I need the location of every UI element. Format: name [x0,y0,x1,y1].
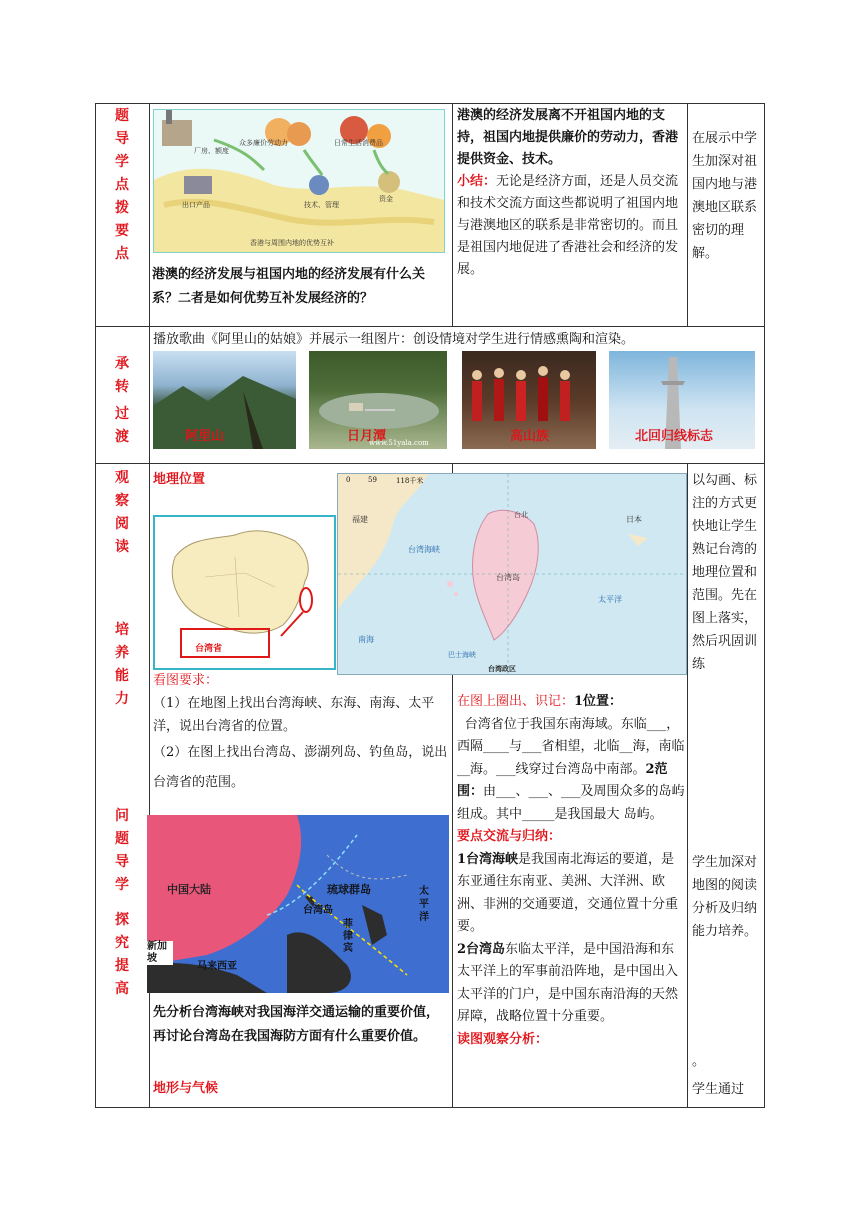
map-label-export: 出口产品 [182,201,210,209]
sea-map-singapore: 新加坡 [147,941,173,965]
map-label-labor: 众多廉价劳动力 [239,139,288,147]
map-strait: 台湾海峡 [408,545,440,554]
row-divider-2 [95,463,765,464]
read-map-title: 读图观察分析： [457,1031,549,1047]
answer-text: 港澳的经济发展离不开祖国内地的支持，祖国内地提供廉价的劳动力，香港提供资金、技术。 [457,108,679,167]
map-label-tech: 技术、管理 [304,201,339,209]
sea-map-malaysia: 马来西亚 [197,961,237,972]
key1-text: 是我国南北海运的要道，是东亚通往东南亚、美洲、大洋洲、欧洲、非洲的交通要道，交通位置十分重要。 [457,851,679,934]
map-caption: 香港与周围内地的优势互补 [250,239,334,247]
sea-route-map [147,815,449,993]
requirement-1: （1）在地图上找出台湾海峡、东海、南海、太平洋，说出台湾省的位置。 [153,696,435,734]
photo-gaoshan [462,351,596,449]
scale-0: 0 [346,476,351,484]
photo-caption-sunmoonlake: 日月潭 [347,429,387,444]
row1-question: 港澳的经济发展与祖国内地的经济发展有什么关系？二者是如何优势互补发展经济的？ [152,267,426,306]
row3-note-1: 以勾画、标注的方式更快地让学生熟记台湾的地理位置和范围。先在图上落实，然后巩固训练 [692,473,758,672]
position-text: 台湾省位于我国东南海域。东临___，西隔____与___省相望，北临__海，南临__海。___线穿过台湾岛中南部。 [457,716,685,777]
china-map-taiwan-label: 台湾省 [195,644,223,654]
map-bashi: 巴士海峡 [448,651,476,659]
terrain-climate-title: 地形与气候 [153,1081,219,1096]
row2-label: 承 转 过 渡 [115,356,129,445]
range-text: 由___、___、___及周围众多的岛屿组成。其中_____是我国最大 岛屿。 [457,784,685,822]
taiwan-admin-map [337,473,687,675]
map-label-factory: 厂房、额度 [194,147,229,155]
photo-sun-moon-lake [309,351,447,449]
map-label-capital: 资金 [379,195,393,203]
table-border-top [95,103,765,104]
row3-label: 观 察 阅 读 培 养 能 力 问 题 导 学 探 究 提 高 [115,470,129,997]
scale-59: 59 [368,476,377,484]
requirements-title: 看图要求： [153,673,219,688]
map-taiwan-island: 台湾岛 [496,573,520,582]
table-border-bottom [95,1107,765,1108]
taiwan-map-title: 台湾政区 [488,664,516,673]
position-label: 1位置： [574,694,623,709]
sea-map-philippines: 菲律宾 [343,919,353,954]
china-map [153,515,336,670]
row3-note-2: 学生加深对地图的阅读分析及归纳能力培养。 [692,855,758,939]
hk-map-svg [154,110,444,252]
photo-caption-tropic: 北回归线标志 [635,429,714,444]
requirement-2: （2）在图上找出台湾岛、澎湖列岛、钓鱼岛，说出台湾省的范围。 [153,745,448,790]
summary-label: 小结： [457,174,497,189]
sea-map-pacific: 太平洋 [419,886,429,923]
circle-label: 在图上圈出、识记： [457,694,575,709]
map-requirements [153,669,449,798]
map-fujian: 福建 [352,515,368,524]
summary-text: 无论是经济方面，还是人员交流和技术交流方面这些都说明了祖国内地与港澳地区的联系是非常密切的。而且是祖国内地促进了香港社会和经济的发展。 [457,174,679,277]
photo-caption-alishan: 阿里山 [185,429,225,444]
discussion-prompt: 先分析台湾海峡对我国海洋交通运输的重要价值，再讨论台湾岛在我国海防方面有什么重要价值。 [153,1005,440,1044]
map-label-goods: 日常生活消费品 [334,139,383,147]
key-points-title: 要点交流与归纳： [457,829,562,844]
column-divider-3b [687,463,688,1108]
range-label: 2范围： [457,761,668,799]
row-divider-1 [95,326,765,327]
row3-note-3: 。 [692,1054,706,1069]
lesson-plan-table [95,103,765,1108]
photo-caption-gaoshan: 高山族 [510,429,550,444]
position-range-fill-in [457,691,685,1051]
row1-label: 题 导 学 点 拨 要 点 [115,108,129,262]
key2-label: 2台湾岛 [457,941,506,957]
column-divider-2a [452,103,453,326]
photo-watermark: www.51yala.com [369,439,429,447]
row3-note-4: 学生通过 [692,1082,745,1097]
photo-alishan [153,351,296,449]
hk-mainland-complement-illustration [153,109,445,253]
key2-text: 东临太平洋，是中国沿海和东太平洋上的军事前沿阵地，是中国出入太平洋的门户，是中国东南沿海的天然屏障，战略位置十分重要。 [457,941,679,1024]
key1-label: 1台湾海峡 [457,851,519,867]
map-pacific: 太平洋 [598,595,622,604]
map-japan: 日本 [626,515,642,524]
sea-map-mainland: 中国大陆 [167,883,211,896]
sea-map-taiwan: 台湾岛 [303,905,333,916]
scale-118: 118千米 [396,477,424,485]
map-south-sea: 南海 [358,635,374,644]
row2-intro: 播放歌曲《阿里山的姑娘》并展示一组图片：创设情境对学生进行情感熏陶和渲染。 [153,332,635,347]
row1-answer [457,105,685,281]
sea-map-ryukyu: 琉球群岛 [327,883,371,896]
map-taipei: 台北 [514,511,528,519]
geo-position-title: 地理位置 [153,472,206,487]
column-divider-3a [687,103,688,326]
photo-tropic-marker [609,351,755,449]
table-border-right [764,103,765,1108]
row1-note: 在展示中学生加深对祖国内地与港澳地区联系密切的理解。 [692,131,758,261]
